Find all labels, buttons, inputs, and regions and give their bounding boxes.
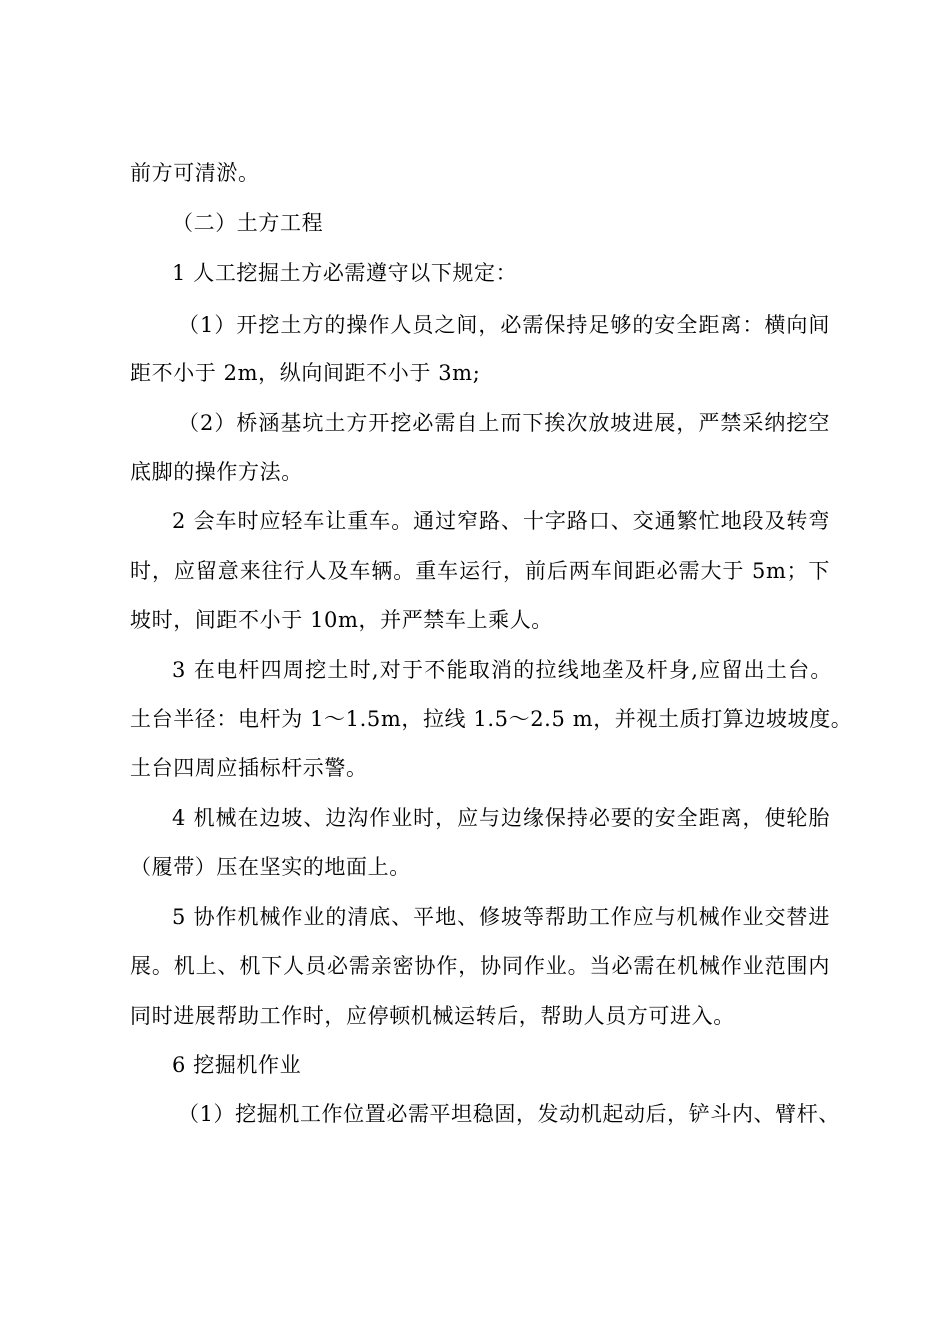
text-line: （1）开挖土方的操作人员之间，必需保持足够的安全距离：横向间: [178, 313, 830, 337]
text-line: 时，应留意来往行人及车辆。重车运行，前后两车间距必需大于 5m；下: [130, 559, 830, 583]
text-line: 土台四周应插标杆示警。: [130, 756, 368, 780]
text-line: （1）挖掘机工作位置必需平坦稳固，发动机起动后，铲斗内、臂杆、: [178, 1102, 840, 1126]
text-line: 6 挖掘机作业: [172, 1053, 302, 1077]
text-line: 4 机械在边坡、边沟作业时，应与边缘保持必要的安全距离，使轮胎: [172, 806, 830, 830]
text-line: 3 在电杆四周挖土时,对于不能取消的拉线地垄及杆身,应留出土台。: [172, 658, 832, 682]
section-heading: （二）土方工程: [172, 211, 324, 235]
text-line: 5 协作机械作业的清底、平地、修坡等帮助工作应与机械作业交替进: [172, 905, 830, 929]
text-line: 前方可清淤。: [130, 161, 260, 185]
text-line: 2 会车时应轻车让重车。通过窄路、十字路口、交通繁忙地段及转弯: [172, 509, 830, 533]
text-line: 底脚的操作方法。: [130, 460, 303, 484]
text-line: 展。机上、机下人员必需亲密协作，协同作业。当必需在机械作业范围内: [130, 954, 830, 978]
text-line: （2）桥涵基坑土方开挖必需自上而下挨次放坡进展，严禁采纳挖空: [178, 411, 830, 435]
text-line: （履带）压在坚实的地面上。: [130, 855, 411, 879]
text-line: 坡时，间距不小于 10m，并严禁车上乘人。: [130, 608, 553, 632]
text-line: 土台半径：电杆为 1～1.5m，拉线 1.5～2.5 m，并视土质打算边坡坡度。: [130, 707, 853, 731]
text-line: 1 人工挖掘土方必需遵守以下规定：: [172, 261, 518, 285]
text-line: 同时进展帮助工作时，应停顿机械运转后，帮助人员方可进入。: [130, 1004, 735, 1028]
text-line: 距不小于 2m，纵向间距不小于 3m;: [130, 361, 481, 385]
